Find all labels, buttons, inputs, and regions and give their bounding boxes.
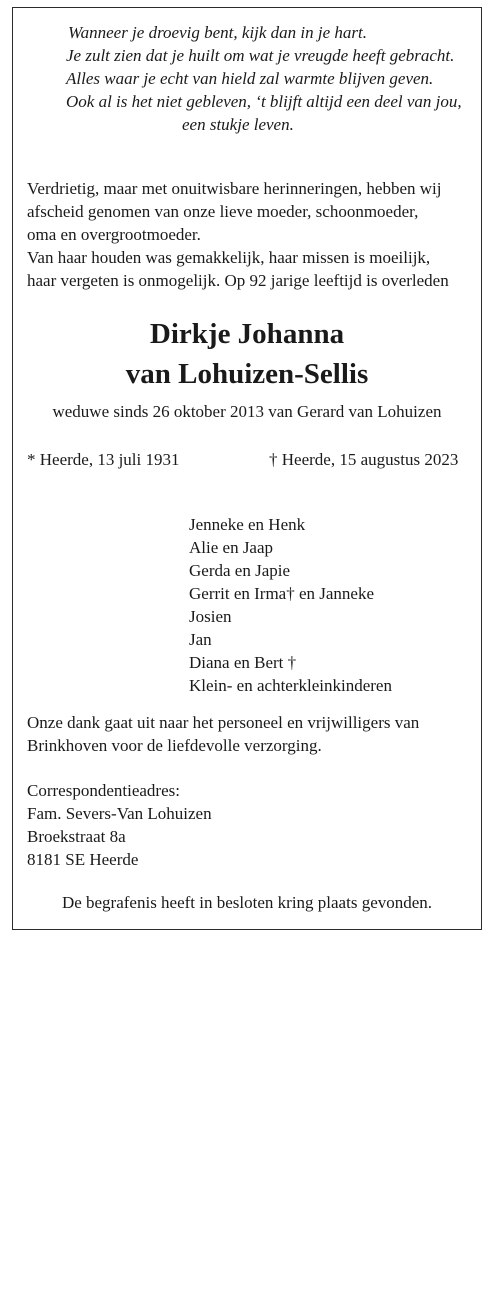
intro-line: afscheid genomen van onze lieve moeder, schoonmoeder, — [27, 202, 419, 221]
intro-line: oma en overgrootmoeder. — [27, 225, 201, 244]
poem-line: Je zult zien dat je huilt om wat je vreugde heeft gebracht. — [66, 46, 455, 65]
death-date: † Heerde, 15 augustus 2023 — [269, 450, 459, 469]
family-member: Diana en Bert † — [189, 653, 297, 672]
correspondence-line: Broekstraat 8a — [27, 827, 126, 846]
family-member: Jan — [189, 630, 212, 649]
poem-line: Wanneer je droevig bent, kijk dan in je hart. — [68, 23, 368, 42]
family-member: Josien — [189, 607, 232, 626]
intro-line: haar vergeten is onmogelijk. Op 92 jarige leeftijd is overleden — [27, 271, 449, 290]
correspondence-heading: Correspondentieadres: — [27, 781, 180, 800]
poem-line: Ook al is het niet gebleven, ‘t blijft altijd een deel van jou, — [66, 92, 462, 111]
correspondence-line: Fam. Severs-Van Lohuizen — [27, 804, 212, 823]
family-member: Alie en Jaap — [189, 538, 274, 557]
family-member: Jenneke en Henk — [189, 515, 306, 534]
intro-line: Van haar houden was gemakkelijk, haar missen is moeilijk, — [27, 248, 431, 267]
intro-line: Verdrietig, maar met onuitwisbare herinneringen, hebben wij — [27, 179, 442, 198]
birth-date: * Heerde, 13 juli 1931 — [27, 450, 180, 469]
poem-line: een stukje leven. — [182, 115, 294, 134]
deceased-name-last: van Lohuizen-Sellis — [125, 358, 369, 390]
widow-line: weduwe sinds 26 oktober 2013 van Gerard van Lohuizen — [52, 402, 442, 421]
obituary-card — [12, 7, 482, 930]
poem-line: Alles waar je echt van hield zal warmte blijven geven. — [66, 69, 434, 88]
correspondence-line: 8181 SE Heerde — [27, 850, 139, 869]
thanks-line: Onze dank gaat uit naar het personeel en vrijwilligers van — [27, 713, 420, 732]
family-member: Klein- en achterkleinkinderen — [189, 676, 392, 695]
thanks-line: Brinkhoven voor de liefdevolle verzorging. — [27, 736, 322, 755]
deceased-name-first: Dirkje Johanna — [149, 318, 345, 350]
family-member: Gerda en Japie — [189, 561, 291, 580]
family-member: Gerrit en Irma† en Janneke — [189, 584, 375, 603]
funeral-note: De begrafenis heeft in besloten kring plaats gevonden. — [61, 893, 433, 912]
